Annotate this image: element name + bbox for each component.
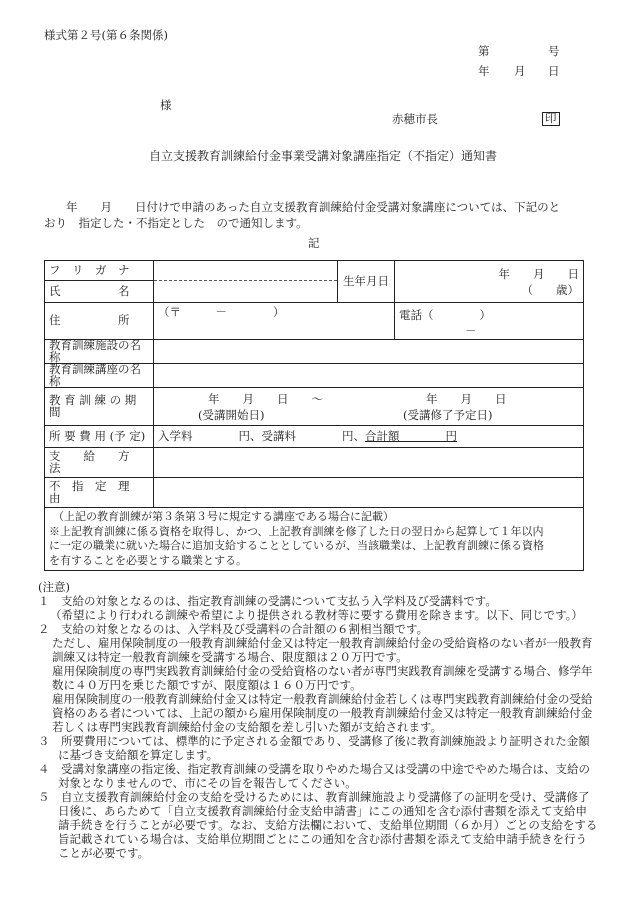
note-1: １ 支給の対象となるのは、指定教育訓練の受講について支払う入学料及び受講料です。 (38, 594, 497, 608)
remark-line-2: ※上記教育訓練に係る資格を取得し、かつ、上記教育訓練を修了した日の翌日から起算して１年以内 (49, 524, 544, 538)
notes-section (38, 580, 598, 860)
reason-label: 不 指 定 理 由 (45, 478, 154, 508)
address-label: 住 所 (45, 303, 154, 340)
birth-label: 生年月日 (338, 261, 395, 303)
period-end-note: (受講修了予定日) (403, 407, 493, 422)
date-year: 年 (478, 64, 490, 78)
note-1-sub: （希望により行われる訓練や希望により提供される教材等に要する費用を除きます。以下、同じです。） (50, 608, 583, 622)
date-month: 月 (514, 64, 526, 78)
cost-label: 所 要 費 用 (予 定) (45, 426, 154, 448)
period-start-note: (受講開始日) (198, 407, 265, 422)
note-2-c: 雇用保険制度の一般教育訓練給付金又は特定一般教育訓練給付金若しくは専門実践教育訓練給付金の受給資格のある者については、上記の額から雇用保険制度の一般教育訓練給付金又は特定一般教育訓練給付金若しくは専門実践教育訓練給付金の支給額を差し引いた額が支給されます。 (52, 692, 593, 734)
note-5: ５ 自立支援教育訓練給付金の支給を受けるためには、教育訓練施設より受講修了の証明を受け、受講修了日後に、あらためて「自立支援教育訓練給付金支給申請書」にこの通知を含む添付書類を添えて支給申請手続きを行うことが必要です。なお、支給方法欄において、支給単位期間（６か月）ごとの支給をする旨記載されている場合は、支給単位期間ごとにこの通知を含む添付書類を添えて支給申請手続きを行うことが必要です。 (38, 790, 598, 860)
furigana-field[interactable] (154, 261, 338, 281)
name-field[interactable] (154, 281, 338, 303)
note-4: ４ 受講対象講座の指定後、指定教育訓練の受講を取りやめた場合又は受講の中途でやめた場合は、支給の対象となりませんので、市にその旨を報告してください。 (38, 762, 590, 790)
remark-cell (45, 508, 584, 571)
intro-line-1: 年 月 日付けで申請のあった自立支援教育訓練給付金受講対象講座については、下記のと (66, 200, 561, 214)
remark-line-1: （上記の教育訓練が第３条第３号に規定する講座である場合に記載） (53, 510, 394, 523)
ki-heading: 記 (308, 236, 320, 250)
method-field[interactable] (154, 448, 584, 478)
birth-field[interactable] (395, 261, 584, 303)
name-label: 氏 名 (45, 281, 154, 303)
form-number: 様式第２号(第６条関係) (44, 28, 168, 42)
period-field[interactable] (154, 388, 584, 426)
facility-field[interactable] (154, 340, 584, 364)
number-suffix: 号 (548, 44, 560, 58)
number-prefix: 第 (478, 44, 490, 58)
note-2: ２ 支給の対象となるのは、入学料及び受講料の合計額の６割相当額です。 (38, 622, 429, 636)
method-label: 支 給 方 法 (45, 448, 154, 478)
age-value: （ 歳） (521, 282, 579, 297)
period-start: 年 月 日 ～ (208, 391, 323, 406)
note-2-a: ただし、雇用保険制度の一般教育訓練給付金又は特定一般教育訓練給付金の受給資格のない者が一般教育訓練又は特定一般教育訓練を受講する場合、限度額は２０万円です。 (52, 636, 593, 664)
seal-mark: 印 (542, 112, 560, 126)
cost-field[interactable] (154, 426, 584, 448)
issuer: 赤穂市長 (392, 112, 438, 126)
phone-field[interactable] (395, 303, 584, 340)
address-field[interactable]: （〒 － ） (154, 303, 395, 340)
date-day: 日 (548, 64, 560, 78)
cost-value-a: 入学料 円、受講料 円、 (158, 428, 365, 443)
course-label: 教育訓練講座の名称 (45, 364, 154, 388)
remark-line-3: に一定の職業に就いた場合に追加支給することとしているが、当該職業は、上記教育訓練に係る資格 (49, 539, 544, 552)
phone-label: 電話（ ） (399, 308, 491, 322)
notice-table (44, 260, 584, 571)
period-end: 年 月 日 (426, 391, 507, 406)
course-field[interactable] (154, 364, 584, 388)
note-2-b: 雇用保険制度の専門実践教育訓練給付金の受給資格のない者が専門実践教育訓練を受講する場合、修学年数に４０万円を乗じた額ですが、限度額は１６０万円です。 (52, 664, 593, 692)
cost-value-b: 合計額 円 (365, 428, 457, 443)
furigana-label: フ リ ガ ナ (45, 261, 154, 281)
reason-field[interactable] (154, 478, 584, 508)
birth-value: 年 月 日 (498, 266, 579, 281)
remark-line-4: を有することを必要とする職業とする。 (49, 553, 247, 567)
note-3: ３ 所要費用については、標準的に予定される金額であり、受講修了後に教育訓練施設より証明された金額に基づき支給額を算定します。 (38, 734, 590, 762)
facility-label: 教育訓練施設の名称 (45, 340, 154, 364)
notes-heading: (注意) (38, 580, 70, 594)
addressee-suffix: 様 (160, 98, 172, 112)
intro-line-2: おり 指定した・不指定とした ので通知します。 (44, 216, 308, 230)
period-label: 教 育 訓 練 の 期 間 (45, 388, 154, 426)
document-title: 自立支援教育訓練給付金事業受講対象講座指定（不指定）通知書 (149, 149, 498, 163)
phone-dash: － (465, 324, 477, 338)
